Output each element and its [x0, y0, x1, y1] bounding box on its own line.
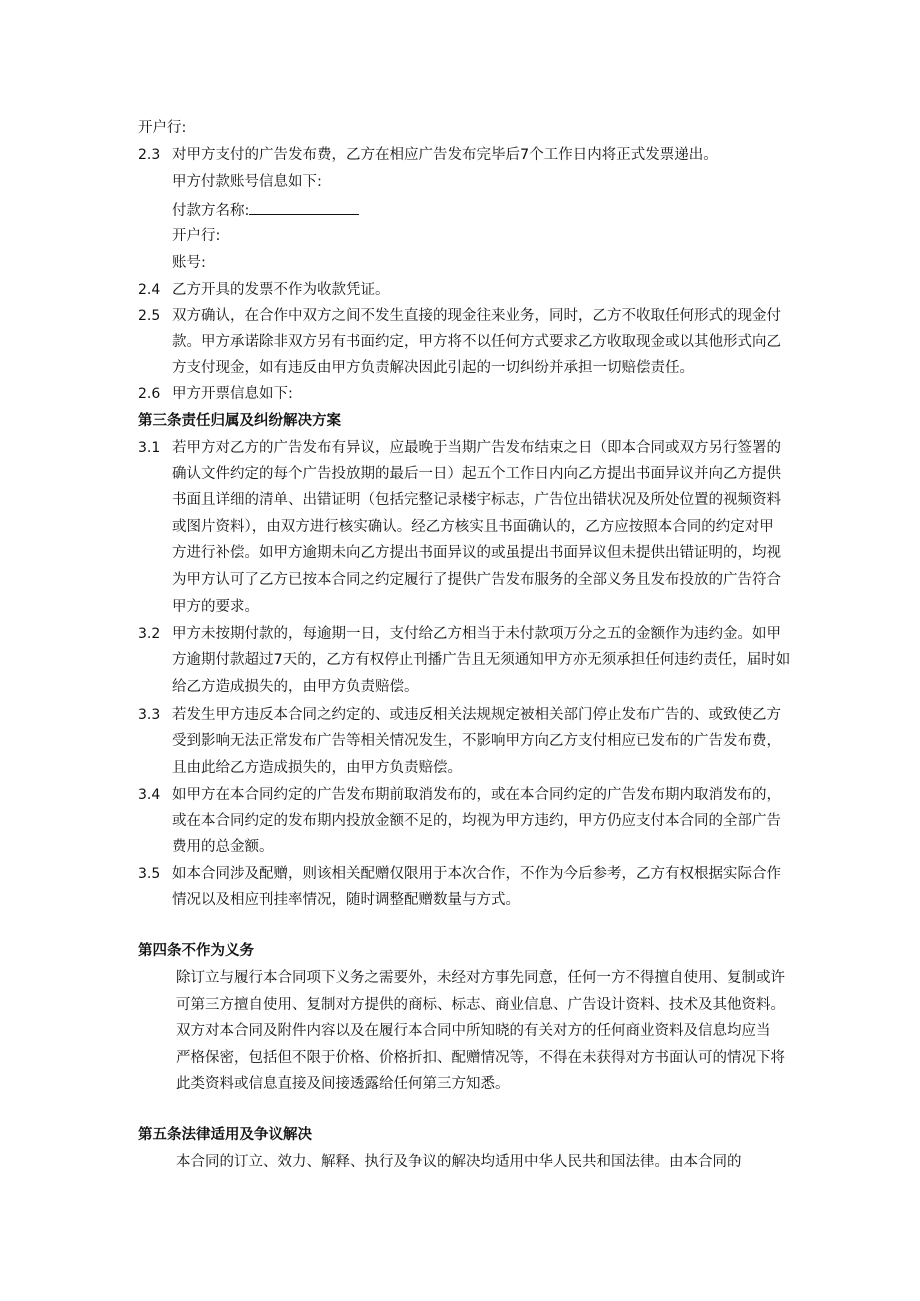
- section-4-line-4: 严格保密，包括但不限于价格、价格折扣、配赠情况等，不得在未获得对方书面认可的情况下将: [176, 1050, 785, 1066]
- clause-3-3-line-3: 且由此给乙方造成损失的，由甲方负责赔偿。: [172, 760, 462, 776]
- clause-2-5-line-3: 方支付现金，如有违反由甲方负责解决因此引起的一切纠纷并承担一切赔偿责任。: [172, 360, 694, 376]
- clause-3-1-line-2: 确认文件约定的每个广告投放期的最后一日）起五个工作日内向乙方提出书面异议并向乙方提供: [172, 466, 781, 482]
- clause-3-1-line-4: 或图片资料），由双方进行核实确认。经乙方核实且书面确认的，乙方应按照本合同的约定对甲: [172, 519, 774, 535]
- payer-bank-label: 开户行:: [172, 228, 221, 244]
- clause-2-4-line-1: 乙方开具的发票不作为收款凭证。: [172, 282, 390, 298]
- clause-number-3-3: 3.3: [138, 707, 161, 723]
- section-3-heading: 第三条责任归属及纠纷解决方案: [138, 413, 341, 429]
- clause-3-2-line-1: 甲方未按期付款的，每逾期一日，支付给乙方相当于未付款项万分之五的金额作为违约金。如甲: [172, 626, 781, 642]
- clause-number-3-5: 3.5: [138, 866, 161, 882]
- clause-3-3-line-1: 若发生甲方违反本合同之约定的、或违反相关法规规定被相关部门停止发布广告的、或致使乙方: [172, 707, 781, 723]
- clause-number-2-3: 2.3: [138, 147, 161, 163]
- section-5-line-1: 本合同的订立、效力、解释、执行及争议的解决均适用中华人民共和国法律。由本合同的: [176, 1154, 742, 1170]
- clause-3-1-line-6: 为甲方认可了乙方已按本合同之约定履行了提供广告发布服务的全部义务且发布投放的广告符合: [172, 572, 781, 588]
- clause-2-5-line-2: 款。甲方承诺除非双方另有书面约定，甲方将不以任何方式要求乙方收取现金或以其他形式向乙: [172, 334, 781, 350]
- clause-3-1-line-3: 书面且详细的清单、出错证明（包括完整记录楼宇标志，广告位出错状况及所处位置的视频资料: [172, 492, 781, 508]
- section-4-line-2: 可第三方擅自使用、复制对方提供的商标、标志、商业信息、广告设计资料、技术及其他资料。: [176, 997, 785, 1013]
- payer-name-blank: [249, 200, 359, 215]
- clause-number-2-5: 2.5: [138, 308, 161, 324]
- section-4-line-1: 除订立与履行本合同项下义务之需要外，未经对方事先同意，任何一方不得擅自使用、复制或许: [176, 970, 785, 986]
- clause-3-5-line-1: 如本合同涉及配赠，则该相关配赠仅限用于本次合作，不作为今后参考，乙方有权根据实际合作: [172, 866, 781, 882]
- bank-line: 开户行:: [138, 120, 187, 136]
- clause-number-2-4: 2.4: [138, 282, 161, 298]
- clause-number-3-4: 3.4: [138, 787, 161, 803]
- clause-3-4-line-1: 如甲方在本合同约定的广告发布期前取消发布的，或在本合同约定的广告发布期内取消发布的，: [172, 787, 781, 803]
- clause-3-2-line-2: 方逾期付款超过7天的，乙方有权停止刊播广告且无须通知甲方亦无须承担任何违约责任，届时如: [172, 652, 791, 668]
- clause-2-3-line-1: 对甲方支付的广告发布费，乙方在相应广告发布完毕后7个工作日内将正式发票递出。: [172, 147, 718, 163]
- payer-name-row: [172, 200, 359, 220]
- section-5-heading: 第五条法律适用及争议解决: [138, 1127, 312, 1143]
- payer-info-intro: 甲方付款账号信息如下:: [172, 174, 322, 190]
- clause-3-4-line-3: 费用的总金额。: [172, 839, 274, 855]
- payer-account-label: 账号:: [172, 255, 206, 271]
- clause-number-3-1: 3.1: [138, 440, 161, 456]
- section-4-line-3: 双方对本合同及附件内容以及在履行本合同中所知晓的有关对方的任何商业资料及信息均应当: [176, 1023, 771, 1039]
- clause-number-2-6: 2.6: [138, 386, 161, 402]
- payer-name-label: 付款方名称:: [172, 203, 250, 219]
- section-4-line-5: 此类资料或信息直接及间接透露给任何第三方知悉。: [176, 1076, 510, 1092]
- clause-3-2-line-3: 给乙方造成损失的，由甲方负责赔偿。: [172, 679, 419, 695]
- clause-3-1-line-5: 方进行补偿。如甲方逾期未向乙方提出书面异议的或虽提出书面异议但未提供出错证明的，均视: [172, 545, 781, 561]
- clause-3-1-line-1: 若甲方对乙方的广告发布有异议，应最晚于当期广告发布结束之日（即本合同或双方另行签署的: [172, 440, 781, 456]
- clause-2-5-line-1: 双方确认，在合作中双方之间不发生直接的现金往来业务，同时，乙方不收取任何形式的现金付: [172, 308, 781, 324]
- clause-2-6-line-1: 甲方开票信息如下:: [172, 386, 293, 402]
- clause-number-3-2: 3.2: [138, 626, 161, 642]
- clause-3-3-line-2: 受到影响无法正常发布广告等相关情况发生，不影响甲方向乙方支付相应已发布的广告发布费，: [172, 733, 781, 749]
- clause-3-1-line-7: 甲方的要求。: [172, 599, 259, 615]
- clause-3-4-line-2: 或在本合同约定的发布期内投放金额不足的，均视为甲方违约，甲方仍应支付本合同的全部广告: [172, 813, 781, 829]
- section-4-heading: 第四条不作为义务: [138, 943, 254, 959]
- clause-3-5-line-2: 情况以及相应刊挂率情况，随时调整配赠数量与方式。: [172, 892, 520, 908]
